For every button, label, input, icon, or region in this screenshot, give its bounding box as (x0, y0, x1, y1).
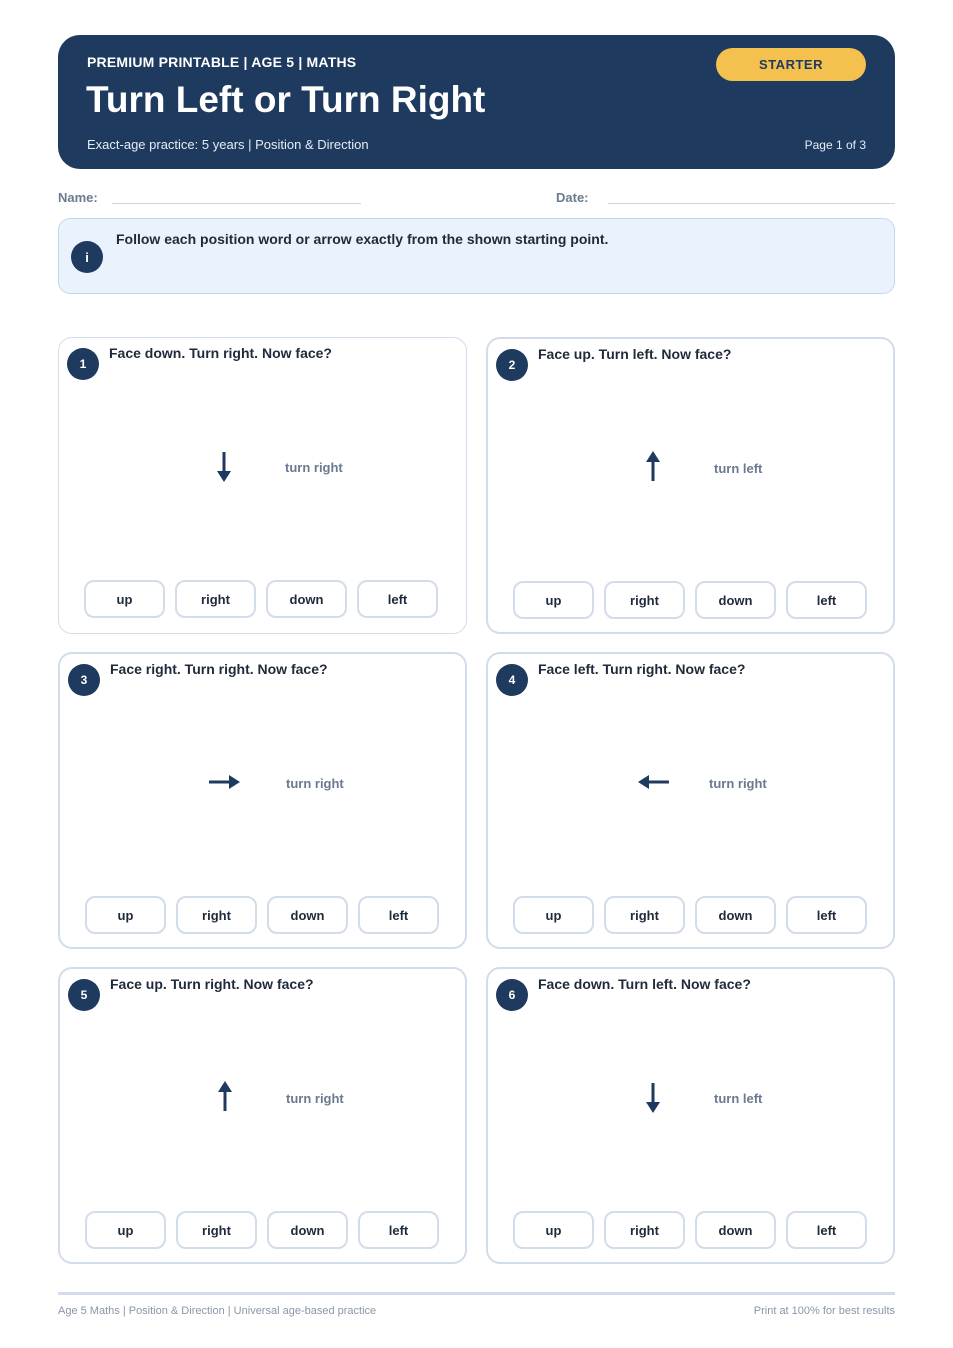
answer-option-left[interactable]: left (358, 1211, 439, 1249)
footer-divider (58, 1292, 895, 1295)
turn-instruction: turn right (285, 460, 343, 475)
question-number: 5 (68, 979, 100, 1011)
question-number: 1 (67, 348, 99, 380)
question-card (58, 337, 467, 634)
answer-option-up[interactable]: up (513, 896, 594, 934)
turn-instruction: turn right (286, 776, 344, 791)
answer-choices (513, 896, 867, 934)
answer-option-down[interactable]: down (695, 896, 776, 934)
question-card (58, 652, 467, 949)
question-card (58, 967, 467, 1264)
turn-instruction: turn right (286, 1091, 344, 1106)
answer-choices (85, 896, 439, 934)
date-label: Date: (556, 190, 589, 205)
footer-left-text: Age 5 Maths | Position & Direction | Universal age-based practice (58, 1305, 377, 1317)
answer-option-down[interactable]: down (267, 1211, 348, 1249)
question-prompt: Face left. Turn right. Now face? (538, 661, 746, 677)
question-prompt: Face down. Turn right. Now face? (109, 345, 332, 361)
question-number: 6 (496, 979, 528, 1011)
name-label: Name: (58, 190, 98, 205)
answer-option-up[interactable]: up (85, 896, 166, 934)
answer-option-up[interactable]: up (85, 1211, 166, 1249)
down-arrow-icon (204, 446, 244, 486)
answer-choices (513, 1211, 867, 1249)
page-number: Page 1 of 3 (804, 138, 866, 152)
worksheet-header (58, 35, 895, 169)
info-icon: i (71, 241, 103, 273)
date-line[interactable] (608, 203, 895, 204)
turn-instruction: turn left (714, 461, 763, 476)
answer-option-left[interactable]: left (358, 896, 439, 934)
question-number: 4 (496, 664, 528, 696)
question-card (486, 337, 895, 634)
answer-option-down[interactable]: down (266, 580, 347, 618)
left-arrow-icon (633, 762, 673, 802)
answer-option-down[interactable]: down (695, 1211, 776, 1249)
question-prompt: Face up. Turn left. Now face? (538, 346, 732, 362)
answer-choices (85, 1211, 439, 1249)
answer-choices (513, 581, 867, 619)
question-number: 3 (68, 664, 100, 696)
up-arrow-icon (633, 447, 673, 487)
question-prompt: Face down. Turn left. Now face? (538, 976, 751, 992)
answer-choices (84, 580, 438, 618)
answer-option-left[interactable]: left (786, 581, 867, 619)
level-badge: STARTER (716, 48, 866, 81)
name-line[interactable] (112, 203, 361, 204)
turn-instruction: turn left (714, 1091, 763, 1106)
question-prompt: Face right. Turn right. Now face? (110, 661, 328, 677)
answer-option-right[interactable]: right (604, 1211, 685, 1249)
answer-option-right[interactable]: right (176, 896, 257, 934)
answer-option-left[interactable]: left (357, 580, 438, 618)
instructions-text: Follow each position word or arrow exactly from the shown starting point. (116, 231, 609, 247)
page-title: Turn Left or Turn Right (86, 79, 486, 120)
right-arrow-icon (205, 762, 245, 802)
answer-option-left[interactable]: left (786, 1211, 867, 1249)
header-kicker: PREMIUM PRINTABLE | AGE 5 | MATHS (87, 54, 357, 70)
question-card (486, 652, 895, 949)
header-subtitle: Exact-age practice: 5 years | Position & Direction (87, 137, 369, 152)
answer-option-up[interactable]: up (513, 581, 594, 619)
down-arrow-icon (633, 1077, 673, 1117)
turn-instruction: turn right (709, 776, 767, 791)
answer-option-down[interactable]: down (267, 896, 348, 934)
instructions-box (58, 218, 895, 294)
answer-option-left[interactable]: left (786, 896, 867, 934)
answer-option-down[interactable]: down (695, 581, 776, 619)
answer-option-right[interactable]: right (604, 896, 685, 934)
answer-option-right[interactable]: right (175, 580, 256, 618)
answer-option-up[interactable]: up (513, 1211, 594, 1249)
answer-option-up[interactable]: up (84, 580, 165, 618)
question-number: 2 (496, 349, 528, 381)
footer-right-text: Print at 100% for best results (753, 1305, 895, 1317)
question-card (486, 967, 895, 1264)
answer-option-right[interactable]: right (604, 581, 685, 619)
question-prompt: Face up. Turn right. Now face? (110, 976, 314, 992)
answer-option-right[interactable]: right (176, 1211, 257, 1249)
up-arrow-icon (205, 1077, 245, 1117)
